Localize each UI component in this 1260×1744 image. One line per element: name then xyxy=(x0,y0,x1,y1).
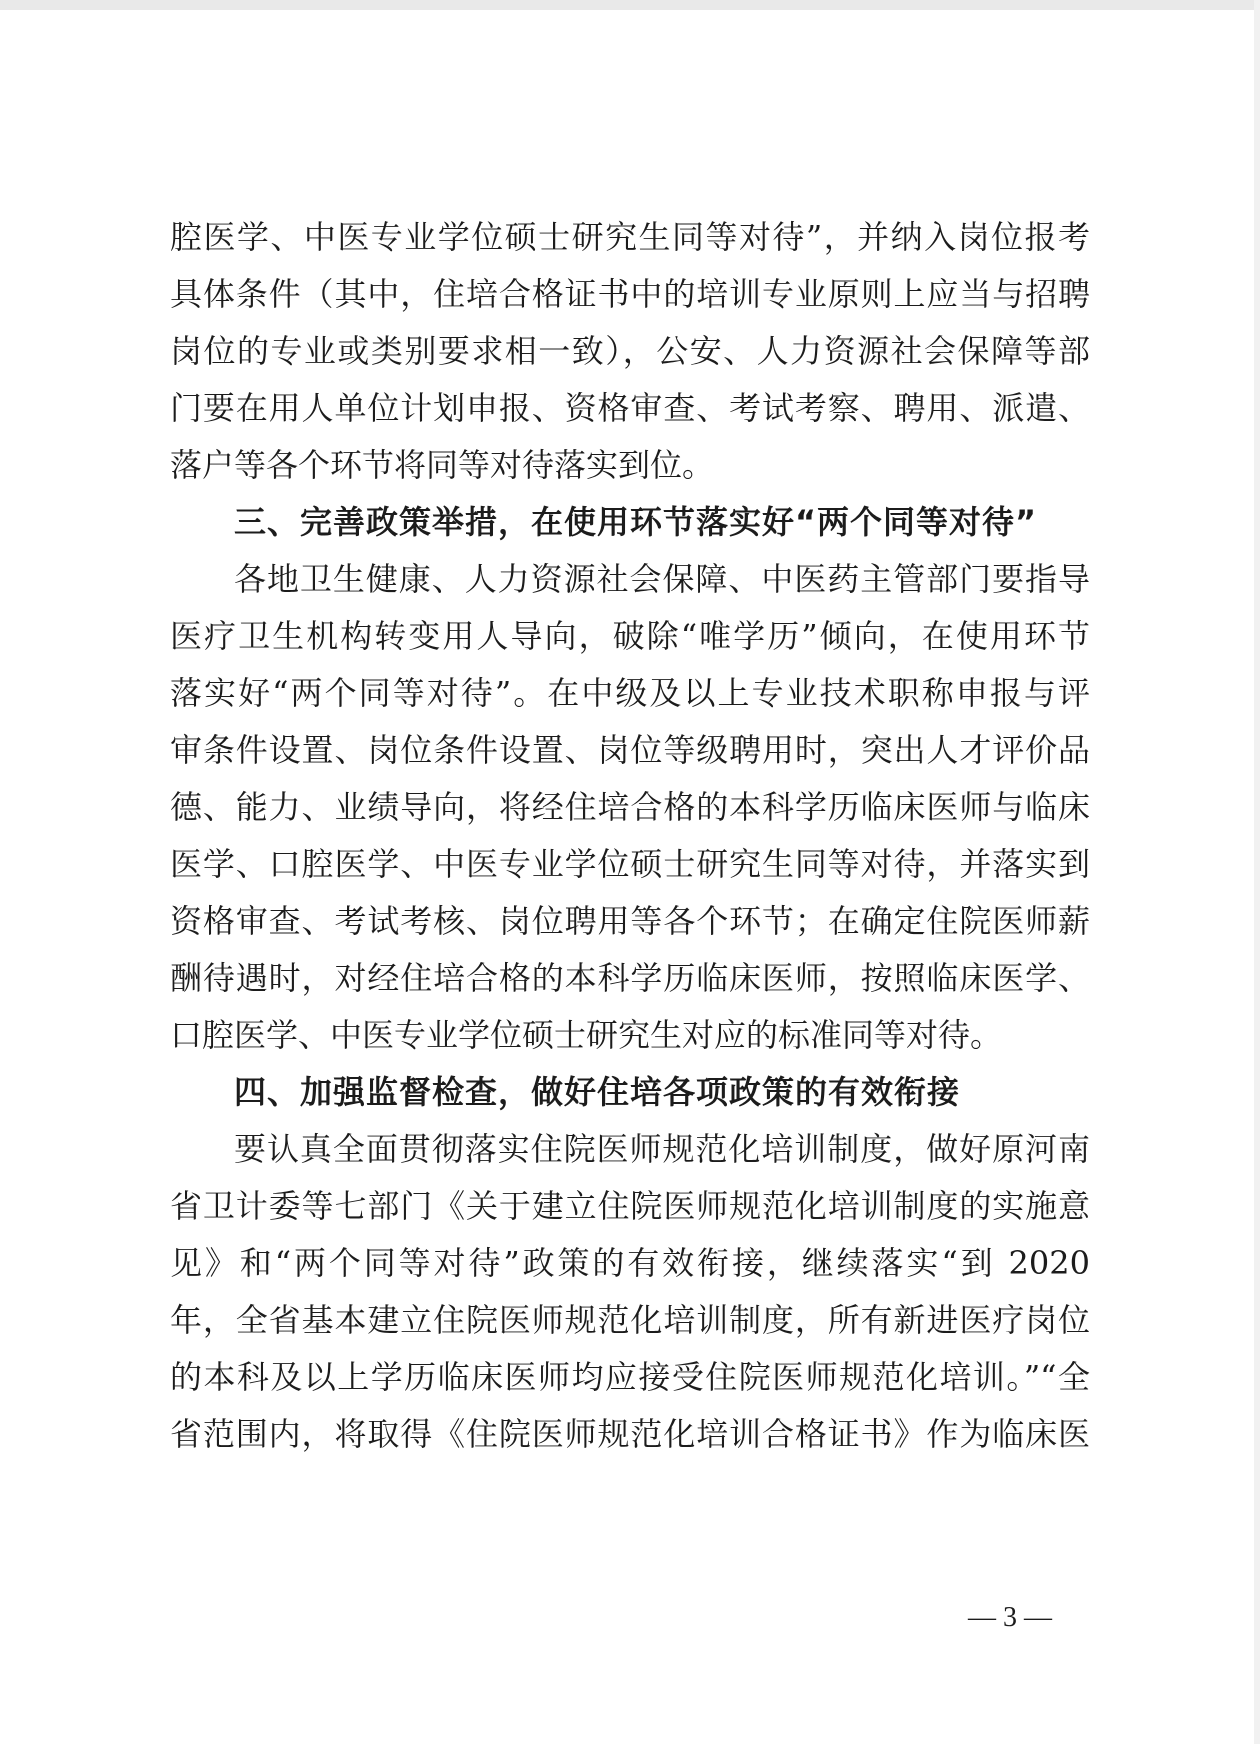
paragraph-line: 年，全省基本建立住院医师规范化培训制度，所有新进医疗岗位 xyxy=(170,1301,1090,1339)
section-heading-3: 三、完善政策举措，在使用环节落实好“两个同等对待” xyxy=(234,503,1038,541)
paragraph-line: 门要在用人单位计划申报、资格审查、考试考察、聘用、派遣、 xyxy=(170,389,1090,427)
paragraph-line: 省范围内，将取得《住院医师规范化培训合格证书》作为临床医 xyxy=(170,1415,1090,1453)
paragraph-line: 资格审查、考试考核、岗位聘用等各个环节；在确定住院医师薪 xyxy=(170,902,1090,940)
paragraph-line: 口腔医学、中医专业学位硕士研究生对应的标准同等对待。 xyxy=(170,1016,1003,1054)
paragraph-line: 落户等各个环节将同等对待落实到位。 xyxy=(170,446,715,484)
paragraph-line: 各地卫生健康、人力资源社会保障、中医药主管部门要指导 xyxy=(234,560,1090,598)
paragraph-line: 医学、口腔医学、中医专业学位硕士研究生同等对待，并落实到 xyxy=(170,845,1090,883)
paragraph-line: 具体条件（其中，住培合格证书中的培训专业原则上应当与招聘 xyxy=(170,275,1090,313)
paragraph-line: 要认真全面贯彻落实住院医师规范化培训制度，做好原河南 xyxy=(234,1130,1090,1168)
paragraph-line: 医疗卫生机构转变用人导向，破除“唯学历”倾向，在使用环节 xyxy=(170,617,1090,655)
paragraph-line: 腔医学、中医专业学位硕士研究生同等对待”，并纳入岗位报考 xyxy=(170,218,1090,256)
paragraph-line: 省卫计委等七部门《关于建立住院医师规范化培训制度的实施意 xyxy=(170,1187,1090,1225)
paragraph-line: 审条件设置、岗位条件设置、岗位等级聘用时，突出人才评价品 xyxy=(170,731,1090,769)
paragraph-line: 落实好“两个同等对待”。在中级及以上专业技术职称申报与评 xyxy=(170,674,1090,712)
page-number: — 3 — xyxy=(968,1602,1052,1633)
paragraph-line: 德、能力、业绩导向，将经住培合格的本科学历临床医师与临床 xyxy=(170,788,1090,826)
paragraph-line: 见》和“两个同等对待”政策的有效衔接，继续落实“到 2020 xyxy=(170,1244,1090,1282)
paragraph-line: 岗位的专业或类别要求相一致），公安、人力资源社会保障等部 xyxy=(170,332,1090,370)
paragraph-line: 酬待遇时，对经住培合格的本科学历临床医师，按照临床医学、 xyxy=(170,959,1090,997)
section-heading-4: 四、加强监督检查，做好住培各项政策的有效衔接 xyxy=(234,1073,961,1111)
paragraph-line: 的本科及以上学历临床医师均应接受住院医师规范化培训。”“全 xyxy=(170,1358,1090,1396)
